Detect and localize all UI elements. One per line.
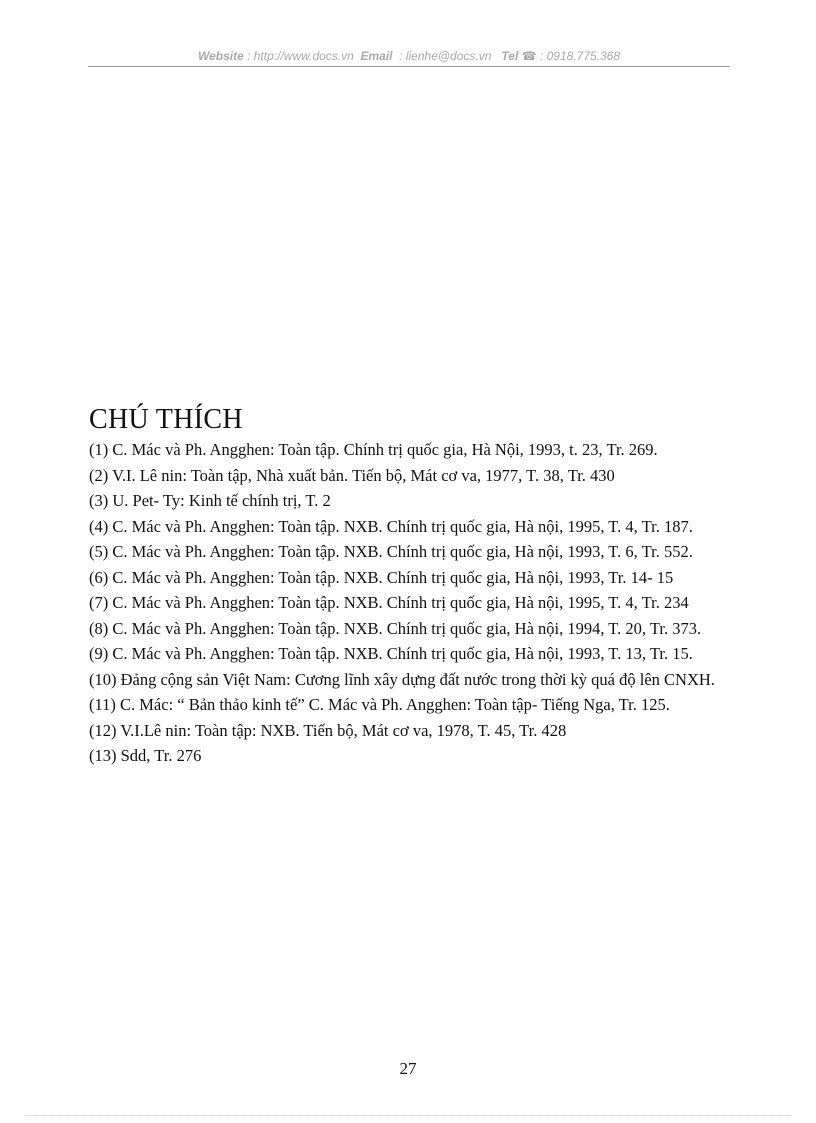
page-number: 27 xyxy=(399,1059,417,1078)
footnote-item: (8) C. Mác và Ph. Angghen: Toàn tập. NXB. Chính trị quốc gia, Hà nội, 1994, T. 20, Tr. 373. xyxy=(89,618,702,638)
footnote-item: (9) C. Mác và Ph. Angghen: Toàn tập. NXB. Chính trị quốc gia, Hà nội, 1993, T. 13, Tr. 15. xyxy=(89,644,693,663)
footnote-item: (10) Đảng cộng sản Việt Nam: Cương lĩnh xây dựng đất nước trong thời kỳ quá độ lên CNXH. xyxy=(89,669,715,689)
page-bottom-border xyxy=(24,1115,792,1116)
header-divider xyxy=(88,66,730,67)
email-address[interactable]: : lienhe@docs.vn xyxy=(399,49,492,63)
footnote-item: (3) U. Pet- Ty: Kinh tế chính trị, T. 2 xyxy=(89,491,331,510)
footnote-item: (4) C. Mác và Ph. Angghen: Toàn tập. NXB. Chính trị quốc gia, Hà nội, 1995, T. 4, Tr. 187. xyxy=(89,516,693,536)
tel-number: ☎ : 0918.775.368 xyxy=(521,49,621,63)
footnote-item: (1) C. Mác và Ph. Angghen: Toàn tập. Chính trị quốc gia, Hà Nội, 1993, t. 23, Tr. 269. xyxy=(89,440,658,459)
footnote-item: (6) C. Mác và Ph. Angghen: Toàn tập. NXB. Chính trị quốc gia, Hà nội, 1993, Tr. 14- 15 xyxy=(89,567,674,587)
page-title: CHÚ THÍCH xyxy=(89,404,243,435)
footnote-list xyxy=(89,437,727,769)
footnote-item: (2) V.I. Lê nin: Toàn tập, Nhà xuất bản. Tiến bộ, Mát cơ va, 1977, T. 38, Tr. 430 xyxy=(89,465,615,485)
footnote-item: (7) C. Mác và Ph. Angghen: Toàn tập. NXB. Chính trị quốc gia, Hà nội, 1995, T. 4, Tr. 234 xyxy=(89,593,689,612)
footnote-item: (13) Sdd, Tr. 276 xyxy=(89,746,202,765)
footnote-item: (12) V.I.Lê nin: Toàn tập: NXB. Tiến bộ, Mát cơ va, 1978, T. 45, Tr. 428 xyxy=(89,720,567,740)
page-header xyxy=(88,46,730,66)
website-label: Website xyxy=(197,49,244,63)
website-url[interactable]: : http://www.docs.vn xyxy=(247,49,354,63)
footnote-item: (11) C. Mác: “ Bản thảo kinh tế” C. Mác và Ph. Angghen: Toàn tập- Tiếng Nga, Tr. 125. xyxy=(89,695,670,714)
footnote-item: (5) C. Mác và Ph. Angghen: Toàn tập. NXB. Chính trị quốc gia, Hà nội, 1993, T. 6, Tr. 552. xyxy=(89,542,693,561)
tel-label: Tel xyxy=(501,49,519,63)
email-label: Email xyxy=(360,49,393,63)
